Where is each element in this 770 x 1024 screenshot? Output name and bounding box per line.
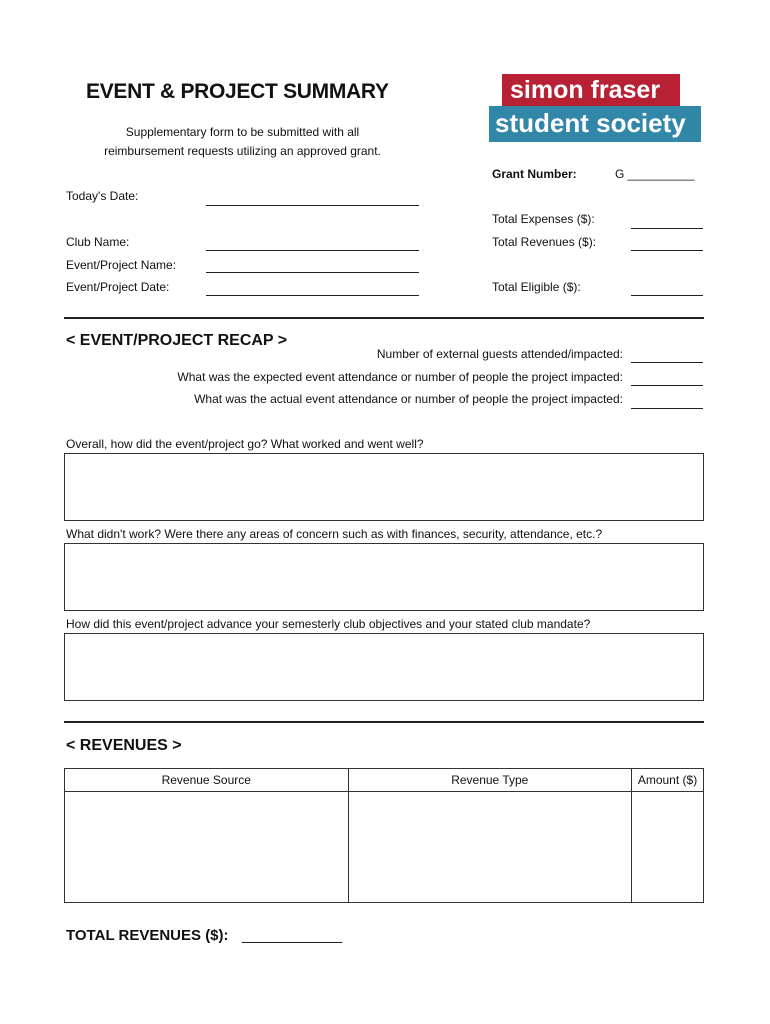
revenues-heading: < REVENUES >	[66, 737, 182, 754]
total-expenses-field[interactable]	[631, 228, 703, 229]
revenue-source-cell[interactable]	[65, 792, 349, 903]
went-well-textarea[interactable]	[64, 453, 704, 521]
went-well-prompt: Overall, how did the event/project go? What worked and went well?	[66, 437, 424, 451]
actual-attendance-field[interactable]	[631, 408, 703, 409]
revenue-type-cell[interactable]	[348, 792, 632, 903]
club-name-label: Club Name:	[66, 235, 130, 249]
concerns-textarea[interactable]	[64, 543, 704, 611]
event-date-label: Event/Project Date:	[66, 280, 170, 294]
todays-date-label: Today's Date:	[66, 189, 139, 203]
total-revenues-label: Total Revenues ($):	[492, 235, 597, 249]
total-revenues-label: TOTAL REVENUES ($):	[66, 927, 229, 944]
objectives-prompt: How did this event/project advance your semesterly club objectives and your stated club mandate?	[66, 617, 591, 631]
guests-question: Number of external guests attended/impacted:	[376, 347, 623, 361]
event-date-field[interactable]	[206, 295, 419, 296]
concerns-prompt: What didn't work? Were there any areas of concern such as with finances, security, attendance, etc.?	[66, 527, 603, 541]
expected-attendance-field[interactable]	[631, 385, 703, 386]
objectives-textarea[interactable]	[64, 633, 704, 701]
revenue-type-header: Revenue Type	[348, 769, 632, 792]
amount-header: Amount ($)	[632, 769, 704, 792]
total-revenues-field[interactable]	[631, 250, 703, 251]
logo-line1: simon fraser	[502, 74, 680, 108]
table-row	[65, 792, 704, 903]
section-divider-2	[64, 721, 704, 723]
total-expenses-label: Total Expenses ($):	[492, 212, 595, 226]
section-divider	[64, 317, 704, 319]
actual-attendance-question: What was the actual event attendance or number of people the project impacted:	[194, 392, 623, 406]
grant-number-label: Grant Number:	[492, 167, 577, 181]
amount-cell[interactable]	[632, 792, 704, 903]
recap-heading: < EVENT/PROJECT RECAP >	[66, 332, 288, 349]
total-eligible-label: Total Eligible ($):	[492, 280, 581, 294]
event-name-field[interactable]	[206, 272, 419, 273]
page-title: EVENT & PROJECT SUMMARY	[86, 80, 389, 103]
logo-line2: student society	[489, 106, 701, 142]
revenues-table-header	[65, 769, 704, 792]
revenue-source-header: Revenue Source	[65, 769, 349, 792]
form-subtitle-line2: reimbursement requests utilizing an approved grant.	[104, 144, 381, 158]
grant-number-value[interactable]: G __________	[615, 167, 695, 181]
total-eligible-field[interactable]	[631, 295, 703, 296]
guests-field[interactable]	[631, 362, 703, 363]
revenues-table	[64, 768, 704, 903]
club-name-field[interactable]	[206, 250, 419, 251]
form-subtitle-line1: Supplementary form to be submitted with all	[125, 125, 360, 139]
expected-attendance-question: What was the expected event attendance or number of people the project impacted:	[177, 370, 623, 384]
event-name-label: Event/Project Name:	[66, 258, 177, 272]
total-revenues-value[interactable]: ____________	[242, 927, 343, 944]
todays-date-field[interactable]	[206, 205, 419, 206]
